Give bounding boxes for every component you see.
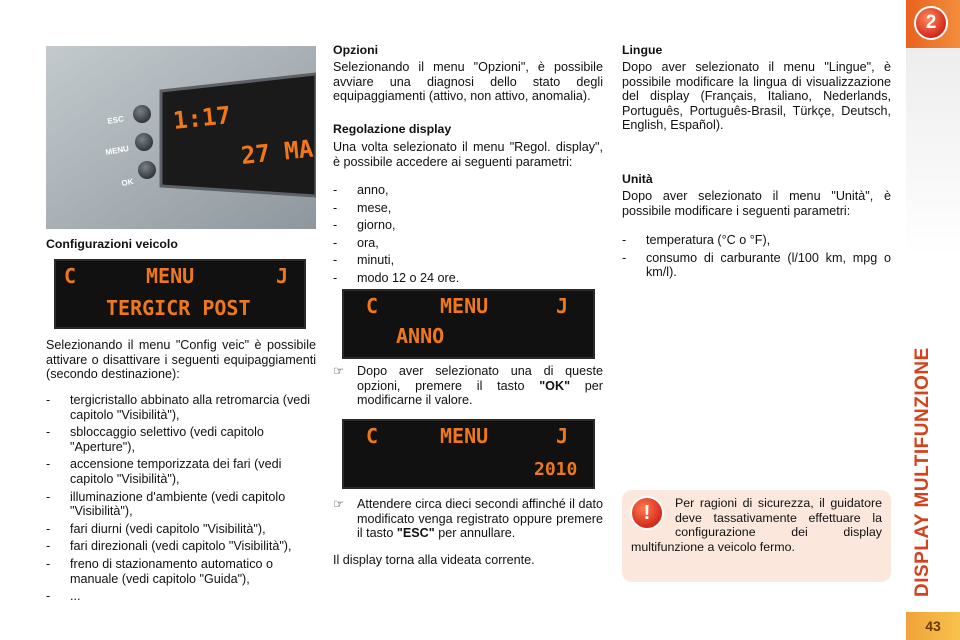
regolazione-params: [333, 183, 603, 289]
list-item: - tergicristallo abbinato alla retromarcia (vedi capitolo "Visibilità"),: [46, 393, 311, 422]
lcd-screen-year: [342, 419, 595, 489]
unita-list: [622, 233, 891, 283]
list-item: - consumo di carburante (l/100 km, mpg o km/l).: [622, 250, 891, 280]
note-esc-text: Attendere circa dieci secondi affinché il dato modificato venga registrato oppure premere il tasto "ESC" per annullare.: [357, 497, 603, 541]
config-list: [46, 393, 316, 607]
lingue-text: Dopo aver selezionato il menu "Lingue", è possibile modificare la lingua di visualizzazione del display (Français, Italiano, Nederlands, Português, Português-Brasil, Türkçe, Deutsch, English, Español).: [622, 60, 891, 133]
menu-knob-icon: [135, 133, 153, 151]
list-item: - illuminazione d'ambiente (vedi capitolo "Visibilità"),: [46, 489, 286, 519]
list-item: - anno,: [333, 183, 389, 197]
unita-text: Dopo aver selezionato il menu "Unità", è possibile modificare i seguenti parametri:: [622, 189, 891, 218]
display-time: 1:17: [171, 101, 233, 135]
list-item: - fari diurni (vedi capitolo "Visibilità"),: [46, 521, 266, 536]
note-esc: [333, 497, 603, 541]
pointing-hand-icon: ☞: [333, 497, 345, 511]
lcd-left-bracket: C: [64, 264, 77, 288]
warning-icon-spacer: [631, 496, 675, 526]
section-heading-lingue: Lingue: [622, 43, 663, 57]
chapter-badge-icon: [914, 6, 948, 40]
lcd-menu-label: MENU: [146, 264, 195, 288]
section-heading-opzioni: Opzioni: [333, 43, 379, 57]
esc-knob-icon: [133, 105, 151, 123]
chapter-title: DISPLAY MULTIFUNZIONE: [912, 347, 933, 597]
chapter-number: 2: [925, 12, 937, 33]
lcd-right-bracket: J: [556, 424, 569, 448]
lcd-value: TERGICR POST: [106, 296, 251, 320]
list-item: - mese,: [333, 200, 392, 215]
config-intro: Selezionando il menu "Config veic" è possibile attivare o disattivare i seguenti equipaggiamenti (secondo destinazione):: [46, 338, 316, 382]
regolazione-text: Una volta selezionato il menu "Regol. display", è possibile accedere ai seguenti parametri:: [333, 140, 603, 169]
ok-knob-icon: [138, 161, 156, 179]
note-ok-text: Dopo aver selezionato una di queste opzioni, premere il tasto "OK" per modificarne il valore.: [357, 364, 603, 408]
pointing-hand-icon: ☞: [333, 364, 345, 378]
list-item: - fari direzionali (vedi capitolo "Visibilità"),: [46, 539, 292, 554]
list-item: - temperatura (°C o °F),: [622, 233, 771, 247]
list-item: - freno di stazionamento automatico o manuale (vedi capitolo "Guida"),: [46, 556, 274, 586]
lcd-left-bracket: C: [366, 294, 379, 318]
exclamation-icon: !: [630, 496, 664, 530]
section-heading-unita: Unità: [622, 172, 653, 186]
opzioni-text: Selezionando il menu "Opzioni", è possibile avviare una diagnosi dello stato degli equipaggiamenti (attivo, non attivo, anomalia).: [333, 60, 603, 104]
lcd-right-bracket: J: [556, 294, 569, 318]
footer-text: Il display torna alla videata corrente.: [333, 553, 535, 567]
lcd-value: 2010: [534, 459, 578, 480]
note-ok: [333, 364, 603, 408]
lcd-left-bracket: C: [366, 424, 379, 448]
list-item: - giorno,: [333, 218, 396, 233]
lcd-right-bracket: J: [276, 264, 289, 288]
list-item: - accensione temporizzata dei fari (vedi capitolo "Visibilità"),: [46, 457, 282, 486]
list-item: - minuti,: [333, 253, 395, 268]
section-heading-regolazione: Regolazione display: [333, 122, 452, 136]
ok-label: OK: [120, 177, 135, 188]
menu-label: MENU: [104, 144, 130, 157]
section-heading-config: Configurazioni veicolo: [46, 237, 178, 251]
list-item: - ...: [46, 589, 81, 604]
list-item: - sbloccaggio selettivo (vedi capitolo "Aperture"),: [46, 425, 264, 454]
display-date: 27 MA: [239, 134, 315, 170]
page-number: 43: [906, 612, 960, 640]
lcd-menu-label: MENU: [440, 424, 489, 448]
lcd-value: ANNO: [396, 324, 445, 348]
lcd-menu-label: MENU: [440, 294, 489, 318]
warning-text: Per ragioni di sicurezza, il guidatore deve tassativamente effettuare la configurazione dei display multifunzione a veicolo fermo.: [631, 496, 882, 554]
list-item: - ora,: [333, 235, 379, 250]
lcd-screen-anno: [342, 289, 595, 359]
esc-label: ESC: [106, 114, 125, 126]
dashboard-photo: [46, 46, 316, 229]
lcd-screen-config: [54, 259, 306, 329]
list-item: - modo 12 o 24 ore.: [333, 270, 460, 285]
